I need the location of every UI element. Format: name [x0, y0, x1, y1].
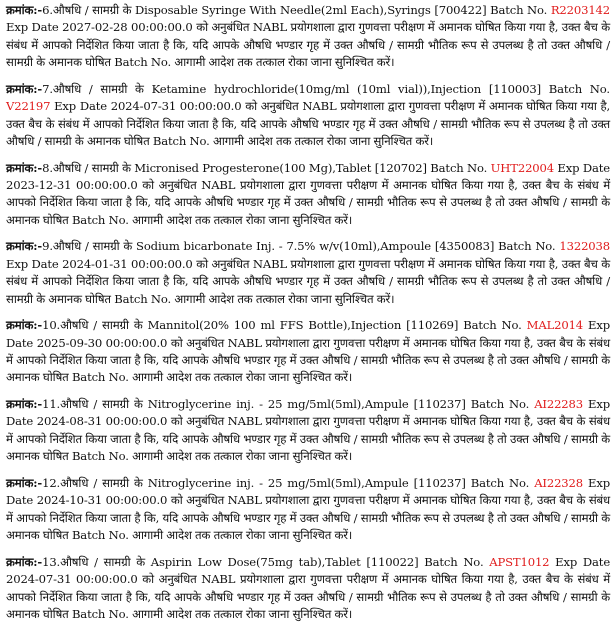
entry-body: को अनुबंधित NABL प्रयोगशाला द्वारा गुणवत्ता परीक्षण में अमानक घोषित किया गया है, उक्त बैच के संबंध में आपको निर्देशित किया जाता है कि, यदि आपके औषधि भण्डार गृह में उक्त औषधि / सामग्री भौतिक रूप से उपलब्ध है तो उक्त औषधि / सामग्री के अमानक घोषित [6, 178, 610, 227]
entry-batch-number: 1322038 [559, 239, 610, 254]
entry-serial: 12. [42, 475, 61, 490]
entry-exp-date: 2024-07-31 00:00:00.0 [110, 99, 242, 114]
entry-batch-number: R2203142 [550, 3, 611, 17]
entry-exp-date: 2027-02-28 00:00:00.0 [62, 20, 193, 35]
entry-prefix: औषधि / सामग्री के [60, 318, 143, 333]
entry-batch-number: V22197 [6, 99, 51, 114]
entry-item: Nitroglycerine inj. - 25 mg/5ml(5ml),Ampule [110237] [147, 397, 466, 412]
entry-batch-label: Batch No. [548, 81, 610, 96]
entry-prefix: औषधि / सामग्री के [60, 397, 143, 412]
entry-body: को अनुबंधित NABL प्रयोगशाला द्वारा गुणवत्ता परीक्षण में अमानक घोषित किया गया है, उक्त बैच के संबंध में आपको निर्देशित किया जाता है कि, यदि आपके औषधि भण्डार गृह में उक्त औषधि / सामग्री भौतिक रूप से उपलब्ध है तो उक्त औषधि / सामग्री के अमानक घोषित [6, 20, 610, 70]
entry-batch-number: APST1012 [489, 554, 550, 569]
entry-batch-number: UHT22004 [490, 160, 554, 175]
notice-entry [6, 238, 610, 308]
entry-exp-date: 2024-01-31 00:00:00.0 [62, 256, 193, 271]
entry-batch-label: Batch No. [470, 475, 530, 490]
notice-entry [6, 2, 610, 72]
entry-suffix: आगामी आदेश तक तत्काल रोका जाना सुनिश्चित करें। [174, 55, 395, 70]
entry-serial: 8. [42, 160, 53, 175]
entry-exp-label: Exp Date [555, 554, 611, 569]
entry-batch-label: Batch No. [490, 3, 548, 17]
entry-batch-label-2: Batch No. [71, 606, 129, 621]
entry-item: Micronised Progesterone(100 Mg),Tablet [120702] [134, 160, 427, 175]
entry-label: क्रमांक:- [6, 475, 43, 490]
entry-prefix: औषधि / सामग्री के [60, 554, 145, 569]
entry-label: क्रमांक:- [6, 160, 43, 175]
entry-suffix: आगामी आदेश तक तत्काल रोका जाना सुनिश्चित करें। [174, 291, 395, 306]
entry-batch-label-2: Batch No. [71, 449, 129, 464]
entry-batch-label: Batch No. [430, 160, 488, 175]
entry-batch-number: AI22283 [534, 397, 583, 412]
entry-label: क्रमांक:- [6, 397, 43, 412]
entry-exp-date: 2025-09-30 00:00:00.0 [36, 335, 168, 350]
entry-label: क्रमांक:- [6, 318, 43, 333]
entry-label: क्रमांक:- [6, 239, 43, 254]
entry-exp-label: Exp Date [6, 397, 610, 429]
entry-exp-label: Exp Date [6, 475, 610, 508]
entry-item: Aspirin Low Dose(75mg tab),Tablet [110022] [150, 554, 419, 569]
entry-exp-label: Exp Date [557, 160, 610, 175]
entry-exp-label: Exp Date [6, 256, 59, 271]
entry-suffix: आगामी आदेश तक तत्काल रोका जाना सुनिश्चित करें। [132, 528, 353, 543]
entry-label: क्रमांक:- [6, 3, 43, 17]
entry-body: को अनुबंधित NABL प्रयोगशाला द्वारा गुणवत्ता परीक्षण में अमानक घोषित किया गया है, उक्त बैच के संबंध में आपको निर्देशित किया जाता है कि, यदि आपके औषधि भण्डार गृह में उक्त औषधि / सामग्री भौतिक रूप से उपलब्ध है तो उक्त औषधि / सामग्री के अमानक घोषित [6, 414, 610, 464]
entry-suffix: आगामी आदेश तक तत्काल रोका जाना सुनिश्चित करें। [132, 212, 353, 227]
entry-suffix: आगामी आदेश तक तत्काल रोका जाना सुनिश्चित करें। [132, 370, 353, 385]
entry-suffix: आगामी आदेश तक तत्काल रोका जाना सुनिश्चित करें। [132, 449, 353, 464]
entry-item: Mannitol(20% 100 ml FFS Bottle),Injection [110269] [147, 318, 459, 333]
entry-label: क्रमांक:- [6, 81, 43, 96]
entry-serial: 11. [42, 397, 61, 412]
entry-body: को अनुबंधित NABL प्रयोगशाला द्वारा गुणवत्ता परीक्षण में अमानक घोषित किया गया है, उक्त बैच के संबंध में आपको निर्देशित किया जाता है कि, यदि आपके औषधि भण्डार गृह में उक्त औषधि / सामग्री भौतिक रूप से उपलब्ध है तो उक्त औषधि / सामग्री के अमानक घोषित [6, 99, 610, 149]
entry-body: को अनुबंधित NABL प्रयोगशाला द्वारा गुणवत्ता परीक्षण में अमानक घोषित किया गया है, उक्त बैच के संबंध में आपको निर्देशित किया जाता है कि, यदि आपके औषधि भण्डार गृह में उक्त औषधि / सामग्री भौतिक रूप से उपलब्ध है तो उक्त औषधि / सामग्री के अमानक घोषित [6, 335, 610, 385]
notice-entry [6, 317, 610, 387]
entry-batch-number: AI22328 [534, 475, 583, 490]
entry-batch-label: Batch No. [498, 239, 556, 254]
entry-prefix: औषधि / सामग्री के [52, 160, 131, 175]
entry-suffix: आगामी आदेश तक तत्काल रोका जाना सुनिश्चित करें। [213, 134, 434, 149]
entry-item: Ketamine hydrochloride(10mg/ml (10ml vial)),Injection [110003] [151, 81, 541, 96]
entry-exp-date: 2023-12-31 00:00:00.0 [6, 178, 138, 193]
entry-batch-label-2: Batch No. [114, 291, 172, 306]
entry-exp-label: Exp Date [54, 99, 107, 114]
entry-serial: 7. [42, 81, 53, 96]
entry-prefix: औषधि / सामग्री के [52, 81, 144, 96]
entry-serial: 13. [42, 554, 61, 569]
entry-item: Nitroglycerine inj. - 25 mg/5ml(5ml),Ampule [110237] [147, 475, 466, 490]
entry-exp-label: Exp Date [6, 318, 610, 350]
entry-item: Sodium bicarbonate Inj. - 7.5% w/v(10ml),Ampoule [4350083] [136, 239, 495, 254]
entry-serial: 6. [42, 3, 53, 17]
entry-suffix: आगामी आदेश तक तत्काल रोका जाना सुनिश्चित करें। [132, 606, 353, 621]
entry-prefix: औषधि / सामग्री के [52, 239, 133, 254]
notice-entry [6, 396, 610, 466]
entry-batch-label-2: Batch No. [114, 55, 172, 70]
entry-exp-label: Exp Date [6, 20, 59, 35]
entry-batch-label: Batch No. [470, 397, 530, 412]
entry-prefix: औषधि / सामग्री के [52, 3, 132, 17]
entry-batch-label-2: Batch No. [152, 134, 210, 149]
notice-entry [6, 81, 610, 151]
notice-entry [6, 475, 610, 545]
entry-body: को अनुबंधित NABL प्रयोगशाला द्वारा गुणवत्ता परीक्षण में अमानक घोषित किया गया है, उक्त बैच के संबंध में आपको निर्देशित किया जाता है कि, यदि आपके औषधि भण्डार गृह में उक्त औषधि / सामग्री भौतिक रूप से उपलब्ध है तो उक्त औषधि / सामग्री के अमानक घोषित [6, 572, 610, 621]
entry-exp-date: 2024-07-31 00:00:00.0 [6, 572, 138, 587]
entry-body: को अनुबंधित NABL प्रयोगशाला द्वारा गुणवत्ता परीक्षण में अमानक घोषित किया गया है, उक्त बैच के संबंध में आपको निर्देशित किया जाता है कि, यदि आपके औषधि भण्डार गृह में उक्त औषधि / सामग्री भौतिक रूप से उपलब्ध है तो उक्त औषधि / सामग्री के अमानक घोषित [6, 493, 610, 543]
entry-serial: 9. [42, 239, 53, 254]
entry-batch-label-2: Batch No. [71, 370, 129, 385]
entry-batch-label-2: Batch No. [71, 212, 129, 227]
entry-prefix: औषधि / सामग्री के [60, 475, 143, 490]
entry-exp-date: 2024-08-31 00:00:00.0 [36, 414, 168, 429]
entry-body: को अनुबंधित NABL प्रयोगशाला द्वारा गुणवत्ता परीक्षण में अमानक घोषित किया गया है, उक्त बैच के संबंध में आपको निर्देशित किया जाता है कि, यदि आपके औषधि भण्डार गृह में उक्त औषधि / सामग्री भौतिक रूप से उपलब्ध है तो उक्त औषधि / सामग्री के अमानक घोषित [6, 256, 610, 306]
entry-batch-label: Batch No. [424, 554, 484, 569]
entry-item: Disposable Syringe With Needle(2ml Each),Syrings [700422] [135, 3, 487, 17]
entry-batch-label-2: Batch No. [71, 528, 129, 543]
entry-serial: 10. [42, 318, 61, 333]
notice-entry [6, 554, 610, 623]
entry-batch-number: MAL2014 [526, 318, 584, 333]
notice-entry [6, 160, 610, 230]
entry-batch-label: Batch No. [463, 318, 522, 333]
entry-label: क्रमांक:- [6, 554, 43, 569]
entry-exp-date: 2024-10-31 00:00:00.0 [36, 493, 168, 508]
